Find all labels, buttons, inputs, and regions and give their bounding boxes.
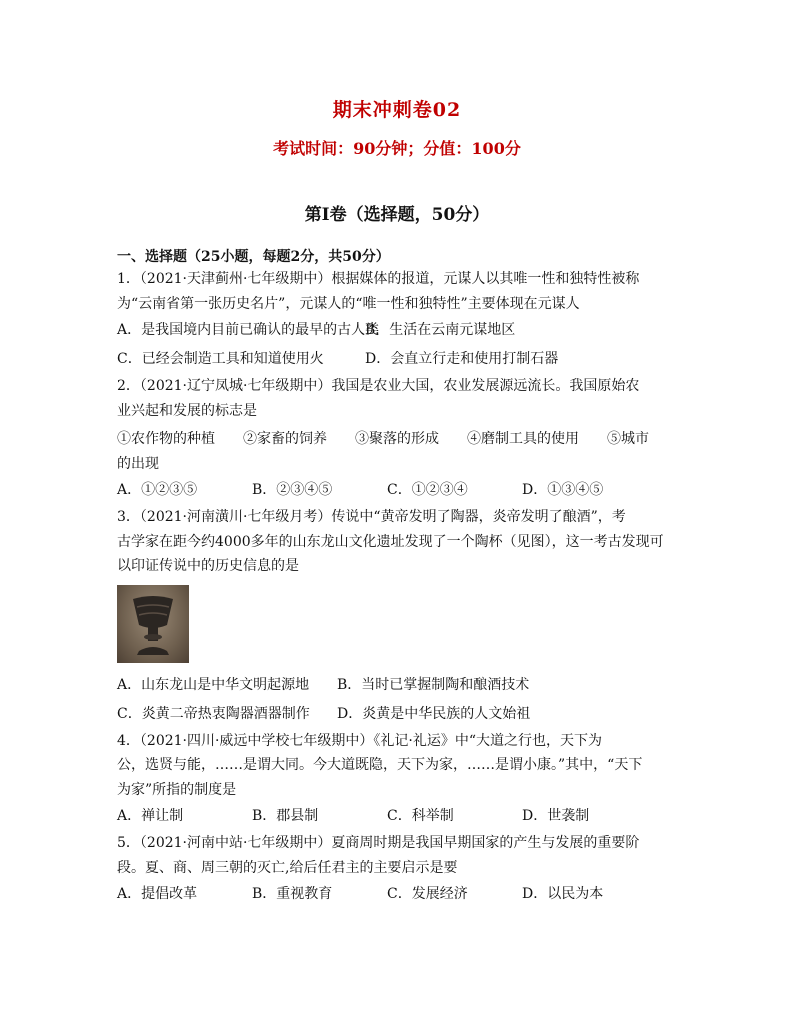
part-title: 第I卷（选择题，50分） [304, 205, 490, 225]
option-b: B．郡县制 [252, 808, 319, 824]
question-body [117, 247, 677, 909]
option-d: D．会直立行走和使用打制石器 [365, 351, 559, 367]
question-2 [117, 374, 677, 505]
option-c: C．科举制 [387, 808, 454, 824]
exam-title: 期末冲刺卷02 [332, 99, 462, 121]
option-row [117, 880, 677, 909]
option-c: C．①②③④ [387, 482, 468, 498]
option-b: B．生活在云南元谋地区 [365, 322, 516, 338]
option-d: D．以民为本 [522, 886, 604, 902]
option-row [117, 802, 677, 831]
option-a: A．山东龙山是中华文明起源地 [117, 676, 310, 693]
question-text-line: 的出现 [117, 455, 159, 472]
exam-subtitle: 考试时间：90分钟；分值：100分 [273, 139, 521, 158]
option-row [117, 316, 677, 345]
option-row [117, 671, 677, 700]
pottery-cup-icon [117, 585, 189, 663]
question-4 [117, 729, 677, 832]
option-row [117, 700, 677, 729]
option-c: C．发展经济 [387, 886, 468, 902]
question-text-line: 2．（2021·辽宁凤城·七年级期中）我国是农业大国，农业发展源远流长。我国原始农 [117, 378, 640, 394]
question-text-line: 3．（2021·河南潢川·七年级月考）传说中“黄帝发明了陶器，炎帝发明了酿酒”，考 [117, 509, 626, 525]
question-text-line: 5．（2021·河南中站·七年级期中）夏商周时期是我国早期国家的产生与发展的重要阶 [117, 835, 640, 851]
question-1 [117, 267, 677, 374]
pottery-cup-image [117, 585, 189, 663]
option-d: D．炎黄是中华民族的人文始祖 [337, 705, 531, 722]
option-b: B．当时已掌握制陶和酿酒技术 [337, 676, 530, 693]
option-row [117, 476, 677, 505]
option-d: D．世袭制 [522, 808, 590, 824]
section-heading: 一、选择题（25小题，每题2分，共50分） [117, 249, 390, 265]
question-3 [117, 505, 677, 729]
question-text-line: 4．（2021·四川·威远中学校七年级期中）《礼记·礼运》中“大道之行也，天下为 [117, 732, 603, 749]
option-b: B．②③④⑤ [252, 482, 333, 498]
option-c: C．炎黄二帝热衷陶器酒器制作 [117, 705, 310, 722]
option-d: D．①③④⑤ [522, 482, 604, 498]
question-text-line: 业兴起和发展的标志是 [117, 402, 257, 419]
option-a: A．禅让制 [117, 808, 184, 824]
question-5 [117, 831, 677, 909]
option-a: A．①②③⑤ [117, 482, 198, 498]
question-text-line: 段。夏、商、周三朝的灭亡,给后任君主的主要启示是要 [117, 859, 458, 876]
question-text-line: ①农作物的种植 ②家畜的饲养 ③聚落的形成 ④磨制工具的使用 ⑤城市 [117, 431, 649, 447]
question-text-line: 以印证传说中的历史信息的是 [117, 558, 299, 574]
option-a: A．是我国境内目前已确认的最早的古人类 [117, 322, 380, 338]
question-text-line: 1．（2021·天津蓟州·七年级期中）根据媒体的报道，元谋人以其唯一性和独特性被称 [117, 271, 640, 287]
option-b: B．重视教育 [252, 886, 333, 902]
option-row [117, 345, 677, 374]
question-text-line: 为“云南省第一张历史名片”，元谋人的“唯一性和独特性”主要体现在元谋人 [117, 295, 580, 312]
option-a: A．提倡改革 [117, 886, 198, 902]
question-text-line: 古学家在距今约4000多年的山东龙山文化遗址发现了一个陶杯（见图），这一考古发现可 [117, 533, 664, 550]
question-text-line: 公，选贤与能，……是谓大同。今大道既隐，天下为家，……是谓小康。”其中，“天下 [117, 757, 643, 773]
option-c: C．已经会制造工具和知道使用火 [117, 351, 324, 367]
question-text-line: 为家”所指的制度是 [117, 781, 237, 798]
